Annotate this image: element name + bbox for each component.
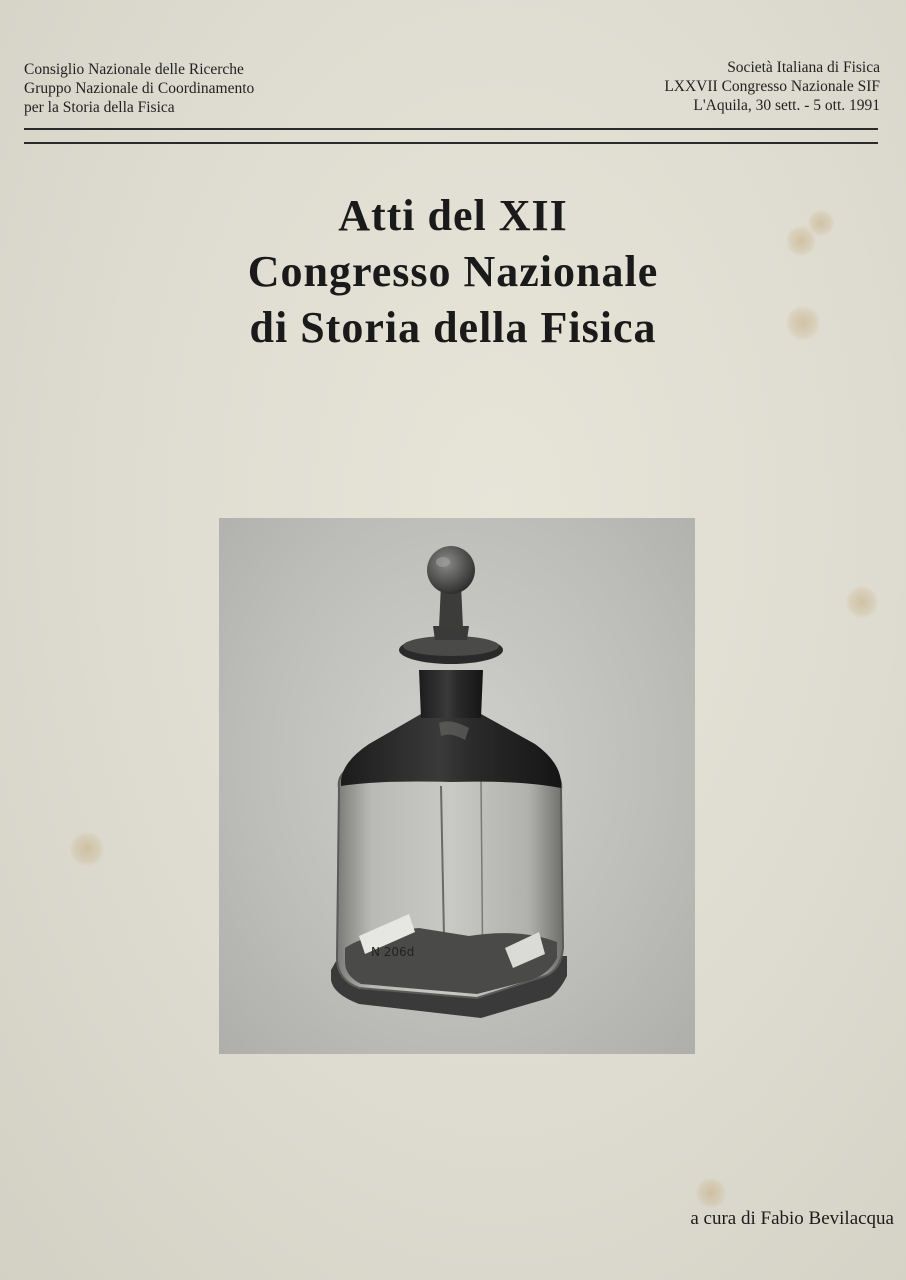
title-line: Congresso Nazionale: [247, 247, 659, 296]
cover-title: [0, 188, 906, 356]
glass-bottle-illustration: [219, 518, 695, 1054]
title-line: di Storia della Fisica: [249, 303, 657, 352]
foxing-stain: [786, 306, 820, 340]
date-line: L'Aquila, 30 sett. - 5 ott. 1991: [693, 97, 880, 114]
foxing-stain: [70, 832, 104, 866]
society-line: Società Italiana di Fisica: [727, 59, 880, 76]
foxing-stain: [808, 210, 834, 236]
bottle-photograph: [219, 518, 695, 1054]
bottle-label-text: N 206d: [371, 945, 415, 959]
publisher-block: [24, 60, 254, 117]
title-line: Atti del XII: [338, 191, 568, 240]
publisher-line: Consiglio Nazionale delle Ricerche: [24, 61, 244, 78]
publisher-line: per la Storia della Fisica: [24, 99, 175, 116]
editor-credit: a cura di Fabio Bevilacqua: [690, 1208, 894, 1229]
congress-line: LXXVII Congresso Nazionale SIF: [664, 78, 880, 95]
divider-thick: [24, 142, 878, 144]
society-block: [664, 58, 880, 115]
foxing-stain: [696, 1178, 726, 1208]
foxing-stain: [846, 586, 878, 618]
publisher-line: Gruppo Nazionale di Coordinamento: [24, 80, 255, 97]
divider-thin: [24, 128, 878, 130]
